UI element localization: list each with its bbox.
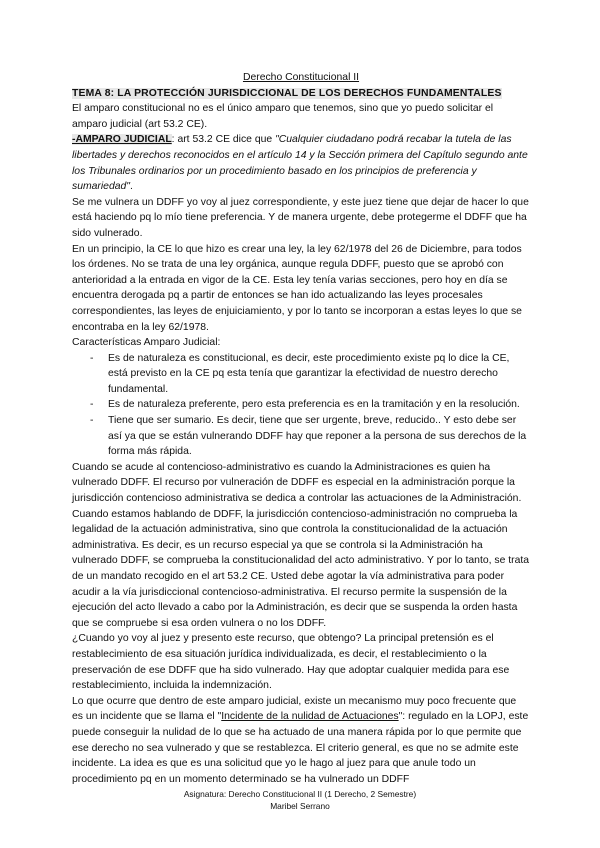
paragraph-intro: El amparo constitucional no es el único amparo que tenemos, sino que yo puedo solicitar el amparo judicial (art 53.2 CE). bbox=[72, 103, 494, 130]
amparo-quote: "Cualquier ciudadano podrá recabar la tutela de las libertades y derechos reconocidos en el artículo 14 y la Sección primera del Capítulo segundo ante los Tribunales ordinarios por un procedimiento basado en los principios de preferencia y sumariedad" bbox=[72, 134, 528, 193]
dash-marker: - bbox=[90, 399, 94, 411]
dash-marker: - bbox=[90, 352, 94, 364]
paragraph-pretension: ¿Cuando yo voy al juez y presento este recurso, que obtengo? La principal pretensión es el restablecimiento de esa situación jurídica individualizada, es decir, el restablecimiento o la preservación de ese DDFF que ha sido vulnerado. Hay que adoptar cualquier medida para ese restablecimiento, incluida la indemnización. bbox=[72, 633, 510, 692]
footer-author: Maribel Serrano bbox=[270, 801, 330, 811]
paragraph-contencioso: Cuando se acude al contencioso-administrativo es cuando la Administraciones es quien ha vulnerado DDFF. El recurso por vulneración de DDFF es especial en la administración porque la jurisdicción contencioso administrativa se dedica a controlar las actuaciones de la Administración. Cuando estamos hablando de DDFF, la jurisdicción contencioso-administración no comprueba la legalidad de la actuación administrativa, sino que controla la constitucionalidad de la actuación administrativa. Es decir, es un recurso especial ya que se controla si la Administración ha vulnerado DDFF, se comprueba la constitucionalidad del acto administrativo. Y por lo tanto, se trata de un mandato recogido en el art 53.2 CE. Usted debe agotar la vía administrativa para poder acudir a la vía jurisdiccional contencioso-administrativa. El recurso permite la suspensión de la ejecución del acto llevado a cabo por la Administración, es decir que se suspenda la orden hasta que se compruebe si esa orden vulnera o no los DDFF. bbox=[72, 461, 530, 629]
list-item-text: Es de naturaleza es constitucional, es decir, este procedimiento existe pq lo dice la CE, está previsto en la CE pq esta tenía que garantizar la efectividad de nuestro derecho fundamental. bbox=[108, 352, 510, 395]
paragraph-ley-62-1978: En un principio, la CE lo que hizo es crear una ley, la ley 62/1978 del 26 de Diciembre, para todos los órdenes. No se trata de una ley orgánica, aunque regula DDFF, puesto que se aprobó con anterioridad a la entrada en vigor de la CE. Esta ley tenía varias secciones, pero hoy en día se encuentra derogada pq a partir de entonces se han ido actualizando las leyes procesales correspondientes, las leyes de enjuiciamiento, y por lo tanto se incorporan a estas leyes lo que se encontraba en la ley 62/1978. bbox=[72, 243, 522, 333]
list-item bbox=[90, 413, 530, 460]
incidente-after: ": regulado en la LOPJ, este puede conseguir la nulidad de lo que se ha actuado de una manera rápida por lo que permite que ese derecho no sea vulnerado y que se restablezca. El criterio general, es que no se admite este incidente. La idea es que es una solicitud que yo le hago al juez para que anule todo un procedimiento pq en un momento determinado se ha vulnerado un DDFF bbox=[72, 711, 529, 785]
amparo-intro: : art 53.2 CE dice que bbox=[171, 134, 276, 146]
incidente-nulidad-link: Incidente de la nulidad de Actuaciones bbox=[221, 711, 399, 723]
dash-marker: - bbox=[90, 415, 94, 427]
features-title: Características Amparo Judicial: bbox=[72, 337, 221, 349]
paragraph-vulneracion: Se me vulnera un DDFF yo voy al juez correspondiente, y este juez tiene que dejar de hacer lo que está haciendo pq lo mío tiene preferencia. Y de manera urgente, debe protegerme el DDFF que ha sido vulnerado. bbox=[72, 196, 529, 239]
paragraph-incidente bbox=[72, 694, 530, 788]
document-page bbox=[72, 70, 530, 787]
incidente-before: Lo que ocurre que dentro de este amparo judicial, existe un mecanismo muy poco frecuente que es un incidente que se llama el " bbox=[72, 695, 517, 723]
list-item-text: Tiene que ser sumario. Es decir, tiene que ser urgente, breve, reducido.. Y esto debe ser así ya que se están vulnerando DDFF hay que reponer a la persona de sus derechos de la forma más rápida. bbox=[108, 415, 527, 458]
amparo-judicial-label: -AMPARO JUDICIAL bbox=[72, 134, 172, 146]
section-heading-line bbox=[72, 86, 530, 102]
footer-subject: Asignatura: Derecho Constitucional II (1 Derecho, 2 Semestre) bbox=[183, 789, 417, 799]
page-title: Derecho Constitucional II bbox=[242, 72, 360, 83]
section-heading: TEMA 8: LA PROTECCIÓN JURISDICCIONAL DE LOS DERECHOS FUNDAMENTALES bbox=[72, 87, 502, 99]
page-footer bbox=[0, 788, 600, 812]
list-item bbox=[90, 351, 530, 398]
list-item-text: Es de naturaleza preferente, pero esta preferencia es en la tramitación y en la resolución. bbox=[108, 399, 520, 411]
features-list bbox=[72, 351, 530, 460]
list-item bbox=[90, 397, 530, 413]
paragraph-amparo bbox=[72, 132, 530, 194]
amparo-end: . bbox=[129, 181, 133, 193]
